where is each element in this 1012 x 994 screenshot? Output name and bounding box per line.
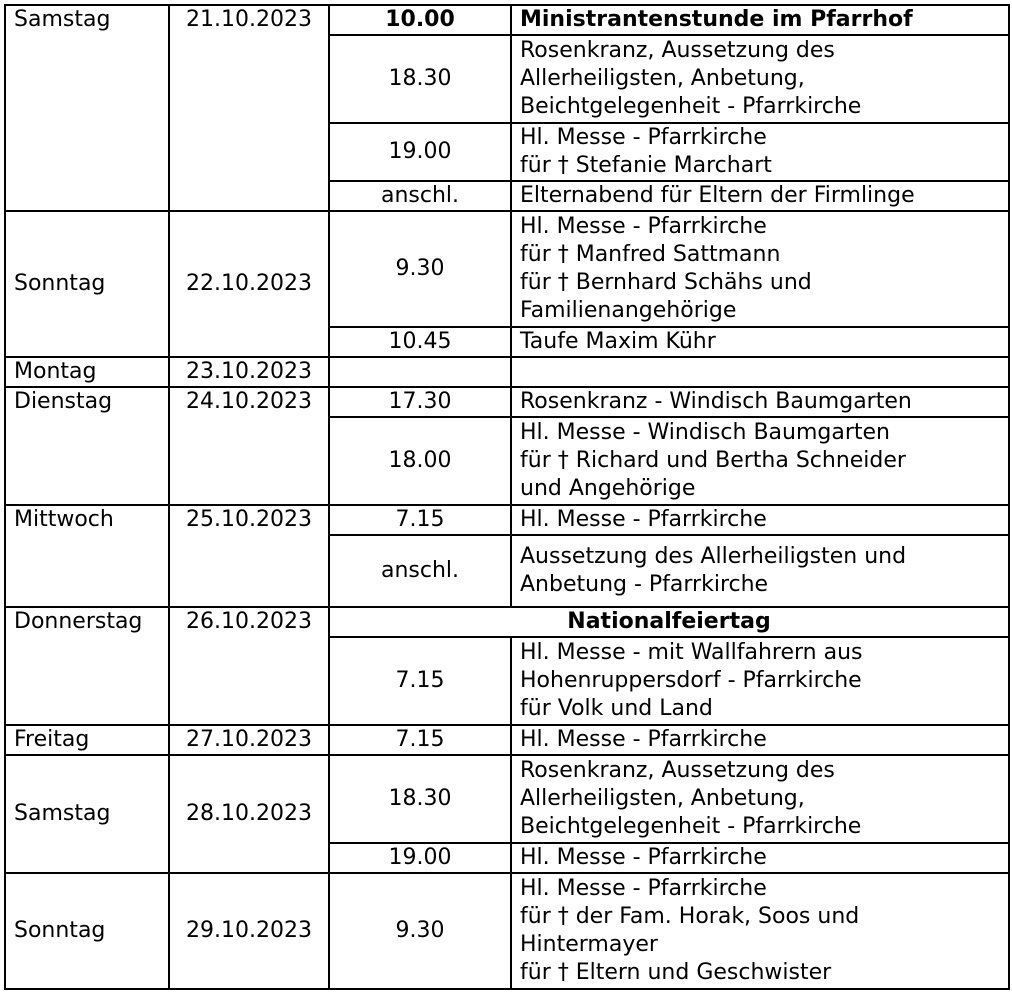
event-line: Aussetzung des Allerheiligsten und [520,544,907,569]
event-line: Allerheiligsten, Anbetung, [520,66,805,91]
event-cell [511,357,1009,387]
table-row [5,755,1009,843]
event-line: Hl. Messe - Pfarrkirche [520,125,767,150]
event-line: für † Bernhard Schähs und [520,270,812,295]
day-cell: Freitag [5,725,169,755]
time-cell: 9.30 [329,211,511,327]
time-cell: 19.00 [329,843,511,873]
time-cell: 9.30 [329,873,511,989]
event-cell [511,181,1009,211]
event-cell [511,327,1009,357]
day-cell: Mittwoch [5,505,169,607]
event-line: für † Manfred Sattmann [520,242,781,267]
holiday-cell: Nationalfeiertag [329,607,1009,637]
event-line: Taufe Maxim Kühr [520,329,716,354]
event-line: für † Richard und Bertha Schneider [520,448,906,473]
event-line: Anbetung - Pfarrkirche [520,572,769,597]
event-cell [511,211,1009,327]
event-cell [511,505,1009,535]
event-line: Rosenkranz - Windisch Baumgarten [520,389,912,414]
event-line: Hl. Messe - Pfarrkirche [520,845,767,870]
event-line: Hl. Messe - Pfarrkirche [520,727,767,752]
event-line: Rosenkranz, Aussetzung des [520,758,835,783]
event-line: Hl. Messe - Pfarrkirche [520,507,767,532]
event-line: Hl. Messe - mit Wallfahrern aus [520,640,863,665]
time-cell: 10.00 [329,5,511,35]
date-cell: 26.10.2023 [169,607,329,725]
table-row [5,5,1009,35]
event-line: für † Stefanie Marchart [520,153,772,178]
time-cell: 18.00 [329,417,511,505]
event-line: Familienangehörige [520,298,737,323]
time-cell: 17.30 [329,387,511,417]
event-line: für Volk und Land [520,696,713,721]
date-cell: 27.10.2023 [169,725,329,755]
event-line: Beichtgelegenheit - Pfarrkirche [520,94,862,119]
event-line: Hl. Messe - Pfarrkirche [520,876,767,901]
date-cell: 21.10.2023 [169,5,329,211]
event-cell [511,725,1009,755]
time-cell: 7.15 [329,637,511,725]
event-line: für † Eltern und Geschwister [520,960,832,985]
event-line: Hintermayer [520,932,658,957]
event-cell [511,535,1009,607]
event-line: Hl. Messe - Windisch Baumgarten [520,420,890,445]
date-cell: 22.10.2023 [169,211,329,357]
date-cell: 28.10.2023 [169,755,329,873]
date-cell: 25.10.2023 [169,505,329,607]
time-cell: 7.15 [329,725,511,755]
event-cell [511,755,1009,843]
time-cell: anschl. [329,181,511,211]
day-cell: Montag [5,357,169,387]
time-cell: 7.15 [329,505,511,535]
table-row [5,387,1009,417]
time-cell [329,357,511,387]
day-cell: Sonntag [5,873,169,989]
event-cell [511,417,1009,505]
event-line: Hohenruppersdorf - Pfarrkirche [520,668,862,693]
event-cell [511,35,1009,123]
event-line: Allerheiligsten, Anbetung, [520,786,805,811]
table-row [5,357,1009,387]
event-line: Rosenkranz, Aussetzung des [520,38,835,63]
time-cell: 10.45 [329,327,511,357]
day-cell: Dienstag [5,387,169,505]
table-row [5,725,1009,755]
day-cell: Samstag [5,5,169,211]
date-cell: 24.10.2023 [169,387,329,505]
time-cell: anschl. [329,535,511,607]
schedule-table [4,4,1010,990]
event-cell [511,387,1009,417]
event-line: Ministrantenstunde im Pfarrhof [520,7,913,32]
day-cell: Donnerstag [5,607,169,725]
table-row [5,607,1009,637]
event-cell [511,123,1009,181]
date-cell: 23.10.2023 [169,357,329,387]
event-line: Beichtgelegenheit - Pfarrkirche [520,814,862,839]
event-cell [511,873,1009,989]
time-cell: 18.30 [329,755,511,843]
table-row [5,873,1009,989]
table-row [5,505,1009,535]
table-row [5,211,1009,327]
event-line: Elternabend für Eltern der Firmlinge [520,183,915,208]
day-cell: Sonntag [5,211,169,357]
date-cell: 29.10.2023 [169,873,329,989]
event-line: Hl. Messe - Pfarrkirche [520,214,767,239]
event-cell [511,637,1009,725]
event-line: und Angehörige [520,476,696,501]
time-cell: 18.30 [329,35,511,123]
time-cell: 19.00 [329,123,511,181]
event-cell [511,5,1009,35]
event-line: für † der Fam. Horak, Soos und [520,904,860,929]
day-cell: Samstag [5,755,169,873]
event-cell [511,843,1009,873]
